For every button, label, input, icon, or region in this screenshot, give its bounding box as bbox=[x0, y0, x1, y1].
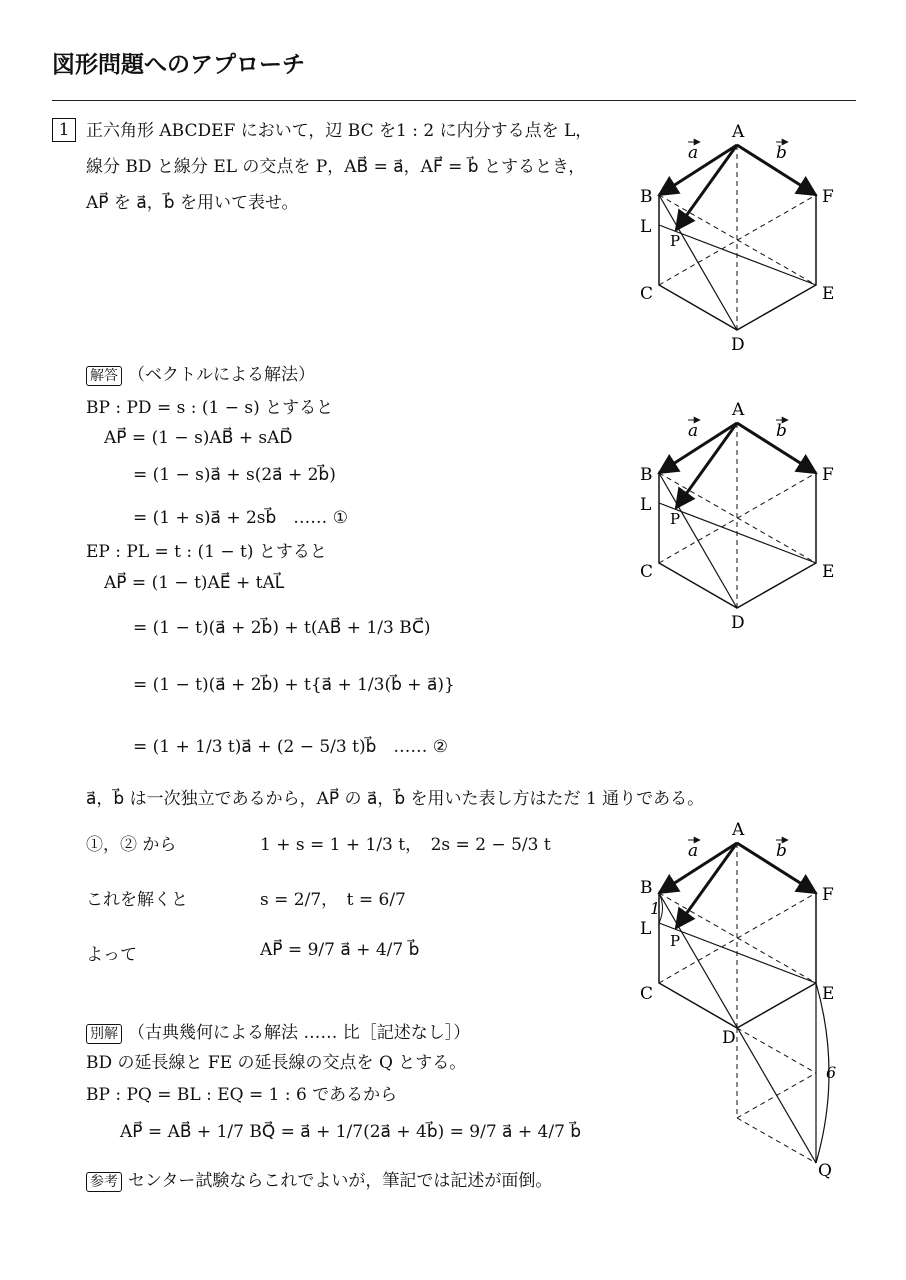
vector-b-label: b bbox=[776, 421, 787, 441]
solution-line-7: = (1 − t)(a⃗ + 2b⃗) + t(AB⃗ + 1/3 BC⃗) bbox=[133, 618, 431, 638]
solution-tag: 解答 bbox=[86, 366, 122, 386]
solution-line-4: = (1 + s)a⃗ + 2sb⃗ …… ① bbox=[133, 508, 348, 528]
vertex-d-label: D bbox=[731, 335, 745, 355]
note-tag: 参考 bbox=[86, 1172, 122, 1192]
vertex-c-label: C bbox=[640, 562, 654, 582]
vertex-f-label: F bbox=[822, 187, 834, 207]
vertex-c-label: C bbox=[640, 284, 654, 304]
point-l-label: L bbox=[640, 217, 652, 237]
note bbox=[86, 1166, 552, 1192]
vertex-a-label: A bbox=[732, 122, 745, 142]
alt-tag: 別解 bbox=[86, 1024, 122, 1044]
alt-line-3: AP⃗ = AB⃗ + 1/7 BQ⃗ = a⃗ + 1/7(2a⃗ + 4b⃗) = 9/7 a⃗ + 4/7 b⃗ bbox=[120, 1122, 582, 1142]
solve-label: これを解くと bbox=[86, 890, 188, 910]
point-p-label: P bbox=[670, 510, 681, 528]
vertex-c-label: C bbox=[640, 984, 654, 1004]
therefore-label: よって bbox=[86, 945, 137, 965]
note-text: センター試験ならこれでよいが，筆記では記述が面倒。 bbox=[128, 1171, 553, 1191]
vertex-e-label: E bbox=[822, 984, 835, 1004]
vertex-b-label: B bbox=[640, 187, 653, 207]
vertex-f-label: F bbox=[822, 885, 834, 905]
vertex-a-label: A bbox=[732, 400, 745, 420]
vertex-d-label: D bbox=[731, 613, 745, 633]
point-l-label: L bbox=[640, 919, 652, 939]
independence-statement: a⃗，b⃗ は一次独立であるから，AP⃗ の a⃗，b⃗ を用いた表し方はただ 1 通りである。 bbox=[86, 789, 705, 809]
therefore-equation: AP⃗ = 9/7 a⃗ + 4/7 b⃗ bbox=[260, 940, 420, 960]
from-equation: 1 + s = 1 + 1/3 t， 2s = 2 − 5/3 t bbox=[260, 835, 551, 855]
vector-a-label: a bbox=[688, 841, 699, 861]
solution-line-1: BP : PD = s : (1 − s) とすると bbox=[86, 398, 334, 418]
hexagon-figure-1 bbox=[630, 120, 840, 355]
solution-line-2: AP⃗ = (1 − s)AB⃗ + sAD⃗ bbox=[104, 428, 293, 448]
hexagon-figure-3 bbox=[630, 818, 850, 1188]
alt-heading bbox=[86, 1018, 470, 1044]
solution-line-8: = (1 − t)(a⃗ + 2b⃗) + t{a⃗ + 1/3(b⃗ + a⃗)} bbox=[133, 675, 455, 695]
alt-heading-text: （古典幾何による解法 …… 比［記述なし］） bbox=[128, 1023, 471, 1043]
problem-number: 1 bbox=[52, 118, 76, 142]
solve-equation: s = 2/7， t = 6/7 bbox=[260, 890, 406, 910]
vertex-b-label: B bbox=[640, 878, 653, 898]
ratio-1-label: 1 bbox=[650, 899, 661, 918]
vertex-a-label: A bbox=[732, 820, 745, 840]
page-title: 図形問題へのアプローチ bbox=[52, 52, 305, 78]
problem-line-1: 正六角形 ABCDEF において，辺 BC を1 : 2 に内分する点を L， bbox=[86, 121, 593, 141]
title-rule bbox=[52, 100, 856, 101]
vector-a-label: a bbox=[688, 143, 699, 163]
problem-line-3: AP⃗ を a⃗，b⃗ を用いて表せ。 bbox=[86, 193, 299, 213]
vertex-f-label: F bbox=[822, 465, 834, 485]
solution-line-3: = (1 − s)a⃗ + s(2a⃗ + 2b⃗) bbox=[133, 465, 336, 485]
problem-line-2: 線分 BD と線分 EL の交点を P，AB⃗ = a⃗，AF⃗ = b⃗ とするとき， bbox=[86, 157, 586, 177]
vertex-b-label: B bbox=[640, 465, 653, 485]
vertex-d-label: D bbox=[722, 1028, 736, 1048]
solution-heading bbox=[86, 360, 315, 386]
vertex-e-label: E bbox=[822, 562, 835, 582]
point-l-label: L bbox=[640, 495, 652, 515]
vector-b-label: b bbox=[776, 143, 787, 163]
solution-line-9: = (1 + 1/3 t)a⃗ + (2 − 5/3 t)b⃗ …… ② bbox=[133, 737, 449, 757]
vector-b-label: b bbox=[776, 841, 787, 861]
point-p-label: P bbox=[670, 232, 681, 250]
hexagon-figure-2 bbox=[630, 398, 840, 633]
alt-line-1: BD の延長線と FE の延長線の交点を Q とする。 bbox=[86, 1053, 467, 1073]
ratio-6-label: 6 bbox=[826, 1063, 837, 1082]
solution-line-5: EP : PL = t : (1 − t) とすると bbox=[86, 542, 327, 562]
point-q-label: Q bbox=[818, 1161, 832, 1181]
alt-line-2: BP : PQ = BL : EQ = 1 : 6 であるから bbox=[86, 1085, 398, 1105]
vector-a-label: a bbox=[688, 421, 699, 441]
solution-heading-text: （ベクトルによる解法） bbox=[128, 365, 315, 385]
point-p-label: P bbox=[670, 932, 681, 950]
from-label: ①，② から bbox=[86, 835, 177, 855]
vertex-e-label: E bbox=[822, 284, 835, 304]
solution-line-6: AP⃗ = (1 − t)AE⃗ + tAL⃗ bbox=[104, 573, 285, 593]
